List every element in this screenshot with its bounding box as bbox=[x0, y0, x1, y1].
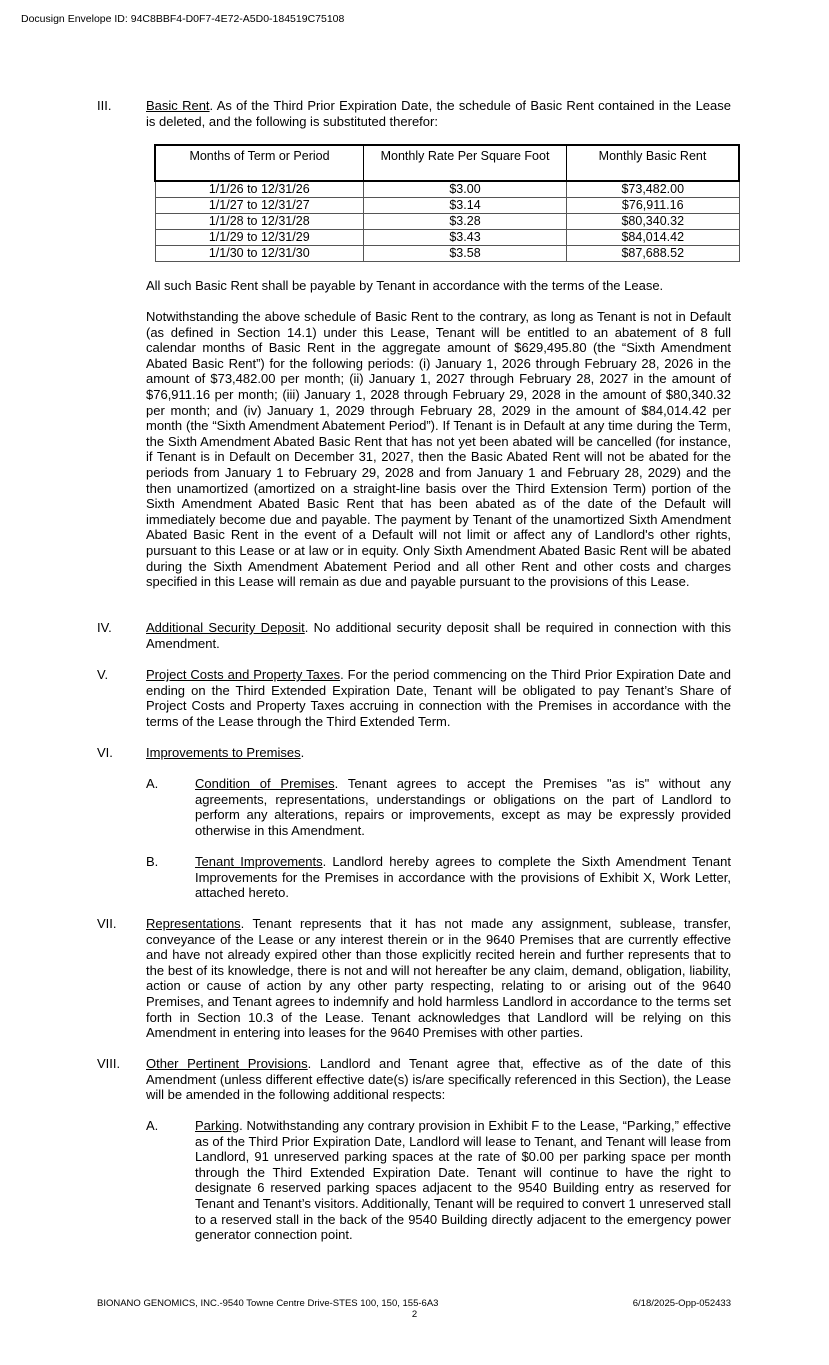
section-number: VII. bbox=[97, 916, 117, 931]
section-number: VI. bbox=[97, 745, 113, 760]
table-cell: $3.43 bbox=[364, 230, 567, 246]
table-cell: $87,688.52 bbox=[567, 246, 740, 262]
table-cell: $80,340.32 bbox=[567, 214, 740, 230]
subsection-letter: B. bbox=[146, 854, 159, 869]
table-header: Months of Term or Period bbox=[155, 145, 364, 181]
table-cell: 1/1/29 to 12/31/29 bbox=[155, 230, 364, 246]
page-number: 2 bbox=[411, 1309, 418, 1320]
table-row bbox=[155, 198, 739, 214]
table-cell: 1/1/26 to 12/31/26 bbox=[155, 181, 364, 198]
subsection-letter: A. bbox=[146, 1118, 159, 1133]
table-cell: $84,014.42 bbox=[567, 230, 740, 246]
section-number: V. bbox=[97, 667, 109, 682]
subsection-title: Condition of Premises bbox=[195, 776, 335, 791]
section-title: Improvements to Premises bbox=[146, 745, 301, 760]
footer-opportunity-id: 6/18/2025-Opp-052433 bbox=[632, 1298, 731, 1309]
payable-paragraph: All such Basic Rent shall be payable by Tenant in accordance with the terms of the Lease. bbox=[146, 278, 664, 293]
section-text: . As of the Third Prior Expiration Date, the schedule of Basic Rent contained in the Lease is deleted, and the following is substituted therefor: bbox=[146, 98, 731, 129]
basic-rent-table bbox=[154, 144, 740, 262]
section-title: Project Costs and Property Taxes bbox=[146, 667, 341, 682]
section-representations bbox=[97, 916, 731, 1041]
section-security-deposit bbox=[97, 620, 731, 651]
section-text: . bbox=[300, 745, 305, 760]
subsection-text: . Tenant agrees to accept the Premises "as is" without any agreements, representations, understandings or obligations on the part of Landlord to perform any alterations, repairs or improvements, except as may be expressly provided otherwise in this Amendment. bbox=[195, 776, 732, 838]
section-number: III. bbox=[97, 98, 112, 113]
section-improvements bbox=[97, 745, 731, 761]
subsection-text: . Notwithstanding any contrary provision in Exhibit F to the Lease, “Parking,” effective as of the Third Prior Expiration Date, Landlord will lease to Tenant, and Tenant will lease from Landlord, 91 unreserved parking spaces at the rate of $0.00 per parking space per month through the Third Extended Expiration Date. Tenant will continue to have the right to designate 6 reserved parking spaces adjacent to the 9540 Building entry as reserved for Tenant and Tenant’s visitors. Additionally, Tenant will be required to convert 1 unreserved stall to a reserved stall in the back of the 9540 Building directly adjacent to the emergency power generator connection point. bbox=[195, 1118, 731, 1243]
section-other-provisions bbox=[97, 1056, 731, 1103]
subsection-title: Parking bbox=[195, 1118, 240, 1133]
section-number: IV. bbox=[97, 620, 112, 635]
section-text: . Tenant represents that it has not made any assignment, sublease, transfer, conveyance of the Lease or any interest therein or in the 9640 Premises that are currently effective and have not already expired other than those explicitly recited herein and further represents that to the best of its knowledge, there is not and will not hereafter be any claim, demand, obligation, liability, action or cause of action by any other party respecting, relating to or arising out of the 9640 Premises, and Tenant agrees to indemnify and hold harmless Landlord in accordance to the terms set forth in Section 10.3 of the Lease. Tenant acknowledges that Landlord will be relying on this Amendment in entering into leases for the 9640 Premises with other parties. bbox=[146, 916, 731, 1041]
footer-document-info: BIONANO GENOMICS, INC.-9540 Towne Centre Drive-STES 100, 150, 155-6A3 bbox=[97, 1298, 439, 1309]
subsection-condition-of-premises bbox=[146, 776, 731, 838]
table-row bbox=[155, 246, 739, 262]
section-title: Additional Security Deposit bbox=[146, 620, 305, 635]
subsection-title: Tenant Improvements bbox=[195, 854, 323, 869]
subsection-text: . Landlord hereby agrees to complete the Sixth Amendment Tenant Improvements for the Premises in accordance with the provisions of Exhibit X, Work Letter, attached hereto. bbox=[195, 854, 731, 901]
section-title: Basic Rent bbox=[146, 98, 210, 113]
table-cell: $3.00 bbox=[364, 181, 567, 198]
table-cell: 1/1/27 to 12/31/27 bbox=[155, 198, 364, 214]
table-header: Monthly Basic Rent bbox=[567, 145, 740, 181]
table-cell: 1/1/30 to 12/31/30 bbox=[155, 246, 364, 262]
table-row bbox=[155, 230, 739, 246]
section-title: Other Pertinent Provisions bbox=[146, 1056, 308, 1071]
envelope-id: Docusign Envelope ID: 94C8BBF4-D0F7-4E72-A5D0-184519C75108 bbox=[21, 13, 345, 25]
subsection-letter: A. bbox=[146, 776, 159, 791]
table-cell: $3.58 bbox=[364, 246, 567, 262]
subsection-parking bbox=[146, 1118, 731, 1243]
table-cell: $73,482.00 bbox=[567, 181, 740, 198]
subsection-tenant-improvements bbox=[146, 854, 731, 901]
section-number: VIII. bbox=[97, 1056, 121, 1071]
table-cell: $3.14 bbox=[364, 198, 567, 214]
table-cell: 1/1/28 to 12/31/28 bbox=[155, 214, 364, 230]
table-row bbox=[155, 181, 739, 198]
section-text: . Landlord and Tenant agree that, effective as of the date of this Amendment (unless different effective date(s) is/are specifically referenced in this Section), the Lease will be amended in the following additional respects: bbox=[146, 1056, 732, 1103]
table-row bbox=[155, 214, 739, 230]
section-text: . For the period commencing on the Third Prior Expiration Date and ending on the Third Extended Expiration Date, Tenant will be obligated to pay Tenant’s Share of Project Costs and Property Taxes accruing in connection with the Premises in accordance with the terms of the Lease through the Third Extended Term. bbox=[146, 667, 731, 729]
section-project-costs bbox=[97, 667, 731, 729]
table-header: Monthly Rate Per Square Foot bbox=[364, 145, 567, 181]
section-title: Representations bbox=[146, 916, 241, 931]
abatement-paragraph: Notwithstanding the above schedule of Basic Rent to the contrary, as long as Tenant is not in Default (as defined in Section 14.1) under this Lease, Tenant will be entitled to an abatement of 8 full calendar months of Basic Rent in the aggregate amount of $629,495.80 (the “Sixth Amendment Abated Basic Rent”) for the following periods: (i) January 1, 2026 through February 28, 2026 in the amount of $73,482.00 per month; (ii) January 1, 2027 through February 28, 2027 in the amount of $76,911.16 per month; (iii) January 1, 2028 through February 29, 2028 in the amount of $80,340.32 per month; and (iv) January 1, 2029 through February 28, 2029 in the amount of $84,014.42 per month (the “Sixth Amendment Abatement Period”). If Tenant is in Default at any time during the Term, the Sixth Amendment Abated Basic Rent that has not yet been abated will be cancelled (for instance, if Tenant is in Default on December 31, 2027, then the Basic Abated Rent will not be abated for the periods from January 1 to February 29, 2028 and from January 1 and February 28, 2029) and the then unamortized (amortized on a straight-line basis over the Third Extension Term) portion of the Sixth Amendment Abated Basic Rent that has been abated as of the date of the Default will immediately become due and payable. The payment by Tenant of the unamortized Sixth Amendment Abated Basic Rent in the event of a Default will not limit or affect any of Landlord's other rights, pursuant to this Lease or at law or in equity. Only Sixth Amendment Abated Basic Rent will be abated during the Sixth Amendment Abatement Period and all other Rent and other costs and charges specified in this Lease will remain as due and payable pursuant to the provisions of this Lease. bbox=[146, 309, 731, 590]
table-cell: $76,911.16 bbox=[567, 198, 740, 214]
section-basic-rent bbox=[97, 98, 731, 129]
table-cell: $3.28 bbox=[364, 214, 567, 230]
section-text: . No additional security deposit shall be required in connection with this Amendment. bbox=[146, 620, 731, 651]
